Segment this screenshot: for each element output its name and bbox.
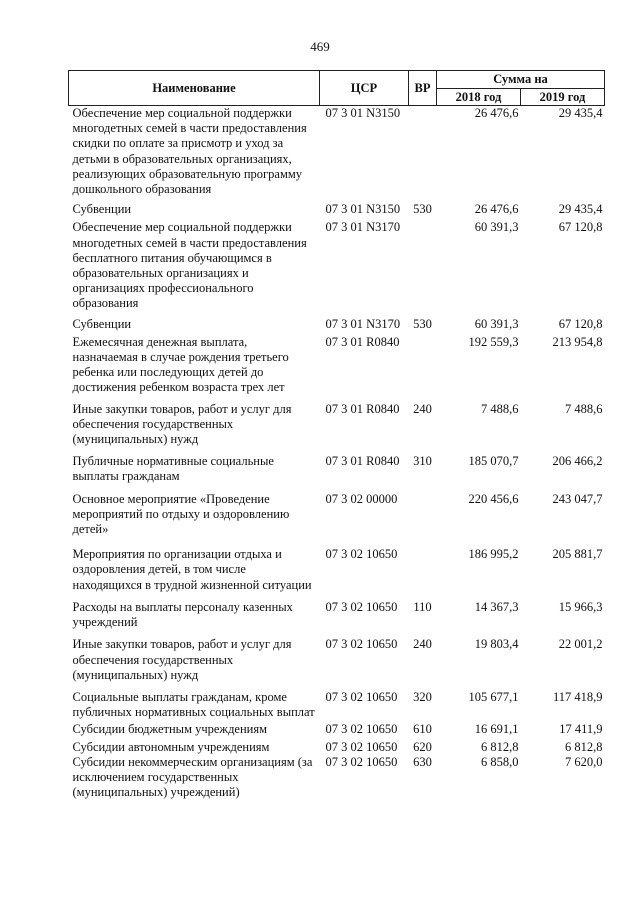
row-spacer-cell <box>69 537 605 547</box>
row-value-2018: 192 559,3 <box>468 334 519 349</box>
table-row <box>69 317 605 332</box>
table-row <box>69 740 605 755</box>
row-value-2019: 6 812,8 <box>565 739 603 754</box>
header-sum: Сумма на <box>437 71 605 89</box>
row-value-2018: 26 476,6 <box>474 106 519 120</box>
row-csr: 07 3 01 N3170 <box>325 316 401 331</box>
table-header <box>69 71 605 106</box>
row-value-2018: 6 812,8 <box>481 739 519 754</box>
row-name: Иные закупки товаров, работ и услуг для обеспечения государственных (муниципальных) нужд <box>72 637 292 682</box>
row-vr: 630 <box>413 754 432 769</box>
row-spacer-cell <box>69 447 605 454</box>
table-row <box>69 335 605 396</box>
page-number: 469 <box>310 39 330 54</box>
row-vr: 240 <box>413 401 432 416</box>
row-name: Обеспечение мер социальной поддержки многодетных семей в части предоставления скидки по оплате за присмотр и уход за детьми в образовательных организациях, реализующих образовательную программу дошкольного образования <box>72 106 307 197</box>
row-name: Субсидии некоммерческим организациям (за исключением государственных (муниципальных) учреждений) <box>72 754 313 800</box>
row-vr: 110 <box>413 599 432 614</box>
row-name: Расходы на выплаты персоналу казенных учреждений <box>72 599 293 630</box>
table-row <box>69 547 605 593</box>
row-name: Основное мероприятие «Проведение мероприятий по отдыху и оздоровлению детей» <box>72 491 290 537</box>
budget-table <box>68 70 605 800</box>
table-row <box>69 755 605 801</box>
row-spacer <box>69 593 605 600</box>
row-spacer <box>69 683 605 690</box>
row-csr: 07 3 01 R0840 <box>325 454 400 469</box>
table-row <box>69 690 605 720</box>
table-row <box>69 492 605 538</box>
row-value-2019: 243 047,7 <box>552 491 603 506</box>
row-vr <box>409 492 437 538</box>
row-csr: 07 3 02 10650 <box>325 547 398 562</box>
row-name: Социальные выплаты гражданам, кроме публичных нормативных социальных выплат <box>72 689 315 720</box>
table-body <box>69 106 605 801</box>
row-csr: 07 3 01 N3150 <box>325 106 401 120</box>
header-csr: ЦСР <box>320 71 409 106</box>
table-row <box>69 106 605 198</box>
row-csr: 07 3 02 00000 <box>325 491 398 506</box>
row-value-2019: 22 001,2 <box>558 637 603 652</box>
row-value-2018: 7 488,6 <box>481 401 519 416</box>
row-name: Субвенции <box>72 202 132 217</box>
row-name: Субсидии автономным учреждениям <box>72 739 270 754</box>
row-value-2019: 213 954,8 <box>552 334 603 349</box>
row-csr: 07 3 02 10650 <box>325 637 398 652</box>
row-csr: 07 3 02 10650 <box>325 599 398 614</box>
row-name: Иные закупки товаров, работ и услуг для обеспечения государственных (муниципальных) нужд <box>72 401 292 447</box>
row-csr: 07 3 01 N3150 <box>325 202 401 217</box>
row-value-2018: 186 995,2 <box>468 547 519 562</box>
row-vr <box>409 335 437 396</box>
row-spacer <box>69 485 605 492</box>
row-vr <box>409 220 437 311</box>
row-name: Публичные нормативные социальные выплаты гражданам <box>72 454 274 484</box>
row-spacer-cell <box>69 485 605 492</box>
row-name: Обеспечение мер социальной поддержки многодетных семей в части предоставления бесплатного питания обучающимся в образовательных организациях и организациях профессионального образования <box>72 220 307 311</box>
header-vr: ВР <box>409 71 437 106</box>
table-row <box>69 637 605 683</box>
table-row <box>69 600 605 630</box>
table-row <box>69 202 605 217</box>
row-spacer <box>69 537 605 547</box>
header-name: Наименование <box>69 71 320 106</box>
row-value-2019: 205 881,7 <box>552 547 603 562</box>
row-vr: 240 <box>413 637 432 652</box>
row-csr: 07 3 01 N3170 <box>325 220 401 235</box>
row-spacer-cell <box>69 630 605 637</box>
row-name: Ежемесячная денежная выплата, назначаемая в случае рождения третьего ребенка или последующих детей до достижения ребенком возраста трех лет <box>72 334 289 395</box>
row-csr: 07 3 02 10650 <box>325 739 398 754</box>
row-csr: 07 3 01 R0840 <box>325 401 400 416</box>
row-vr: 610 <box>413 722 432 737</box>
row-name: Субвенции <box>72 316 132 331</box>
row-vr: 620 <box>413 739 432 754</box>
row-value-2018: 19 803,4 <box>474 637 519 652</box>
header-year-2019: 2019 год <box>521 89 605 106</box>
row-vr: 320 <box>413 689 432 704</box>
row-value-2019: 7 488,6 <box>565 401 603 416</box>
row-value-2019: 67 120,8 <box>558 316 603 331</box>
row-value-2018: 60 391,3 <box>474 316 519 331</box>
row-spacer <box>69 447 605 454</box>
table-row <box>69 722 605 737</box>
row-vr <box>409 547 437 593</box>
row-spacer-cell <box>69 683 605 690</box>
row-vr: 530 <box>413 202 432 217</box>
row-value-2019: 206 466,2 <box>552 454 603 469</box>
table-row <box>69 402 605 448</box>
row-csr: 07 3 02 10650 <box>325 722 398 737</box>
row-value-2019: 15 966,3 <box>558 599 603 614</box>
row-value-2018: 16 691,1 <box>474 722 519 737</box>
row-value-2018: 185 070,7 <box>468 454 519 469</box>
row-value-2019: 29 435,4 <box>558 106 603 120</box>
row-vr: 530 <box>413 316 432 331</box>
row-value-2019: 67 120,8 <box>558 220 603 235</box>
row-csr: 07 3 01 R0840 <box>325 334 400 349</box>
row-value-2018: 105 677,1 <box>468 689 519 704</box>
row-vr <box>409 106 437 198</box>
row-name: Мероприятия по организации отдыха и оздоровления детей, в том числе находящихся в трудной жизненной ситуации <box>72 547 312 592</box>
header-year-2018: 2018 год <box>437 89 521 106</box>
row-name: Субсидии бюджетным учреждениям <box>72 722 268 737</box>
row-csr: 07 3 02 10650 <box>325 754 398 769</box>
row-spacer-cell <box>69 593 605 600</box>
row-value-2018: 220 456,6 <box>468 491 519 506</box>
row-csr: 07 3 02 10650 <box>325 689 398 704</box>
row-value-2018: 6 858,0 <box>481 754 519 769</box>
row-value-2019: 7 620,0 <box>565 754 603 769</box>
row-spacer <box>69 630 605 637</box>
row-value-2018: 60 391,3 <box>474 220 519 235</box>
row-value-2018: 26 476,6 <box>474 202 519 217</box>
row-vr: 310 <box>413 454 432 469</box>
row-value-2019: 17 411,9 <box>559 722 603 737</box>
row-value-2019: 117 418,9 <box>552 689 603 704</box>
row-value-2018: 14 367,3 <box>474 599 519 614</box>
row-value-2019: 29 435,4 <box>558 202 603 217</box>
table-row <box>69 220 605 311</box>
table-row <box>69 454 605 484</box>
